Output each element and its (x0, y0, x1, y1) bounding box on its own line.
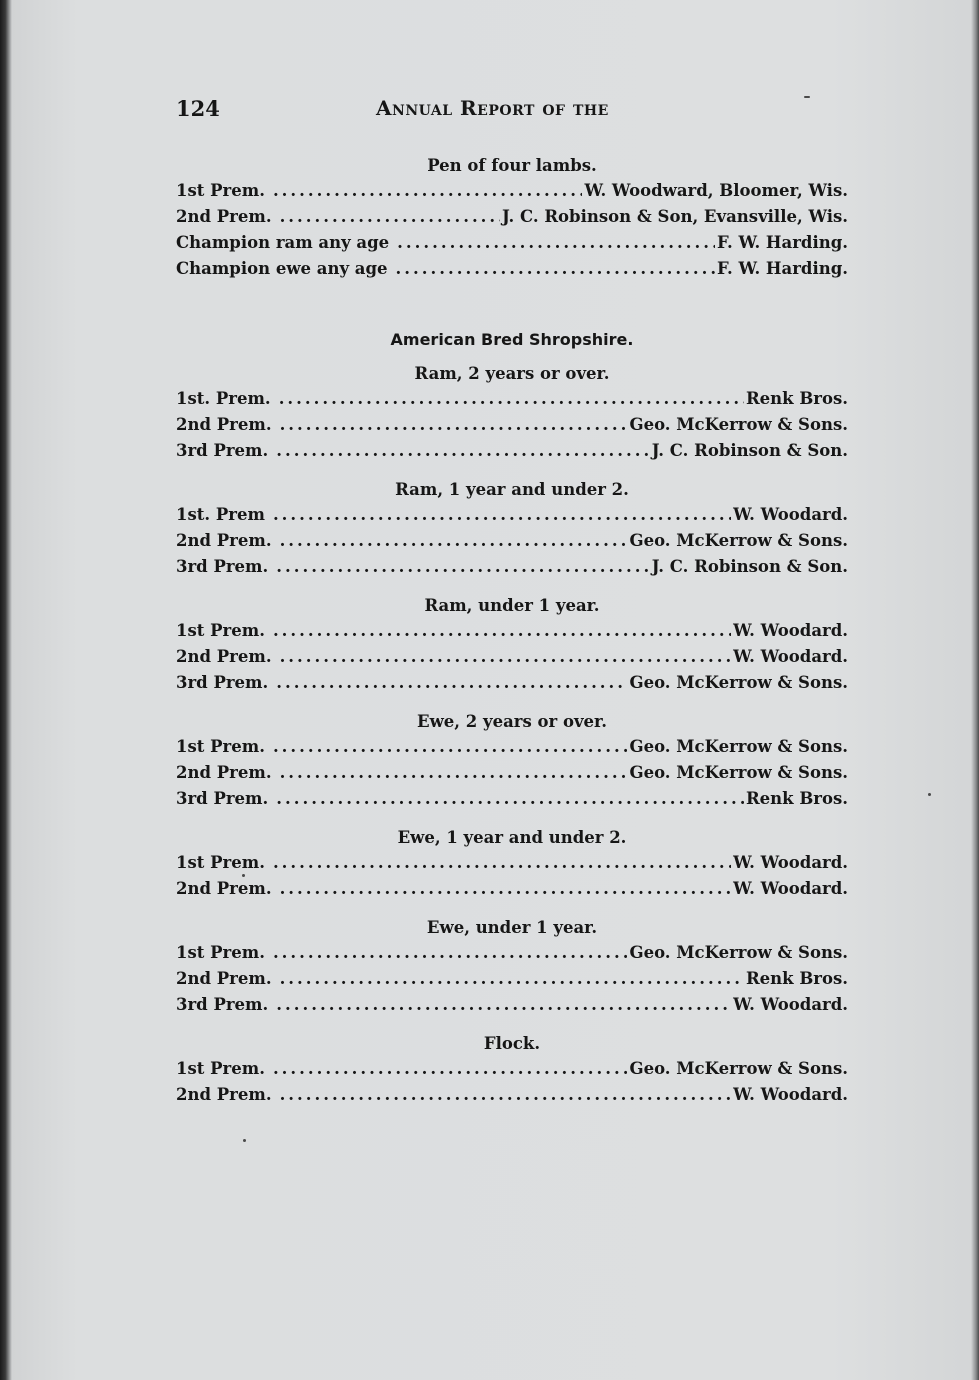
award-entry (176, 256, 848, 282)
winner-name: Geo. McKerrow & Sons. (629, 673, 848, 692)
premium-label: 2nd Prem. (176, 647, 272, 666)
winner-name: J. C. Robinson & Son, Evansville, Wis. (501, 207, 848, 226)
scan-speck (242, 874, 245, 877)
premium-label: 1st Prem. (176, 853, 265, 872)
dot-leader (280, 528, 628, 554)
premium-label: Champion ram any age (176, 233, 390, 252)
page-number: 124 (176, 96, 220, 121)
dot-leader (276, 438, 650, 464)
section-title: Ram, 2 years or over. (414, 364, 610, 383)
winner-name: W. Woodard. (733, 621, 848, 640)
premium-label: 1st Prem. (176, 943, 265, 962)
winner-name: Geo. McKerrow & Sons. (629, 531, 848, 550)
dot-leader (273, 502, 731, 528)
winner-name: J. C. Robinson & Son. (651, 557, 848, 576)
scan-speck (243, 1139, 246, 1142)
premium-label: 3rd Prem. (176, 441, 269, 460)
dot-leader (280, 644, 732, 670)
award-entry (176, 644, 848, 670)
award-entry (176, 966, 848, 992)
winner-name: Geo. McKerrow & Sons. (629, 763, 848, 782)
dot-leader (396, 256, 715, 282)
award-entry (176, 438, 848, 464)
section-title: Ram, 1 year and under 2. (395, 480, 629, 499)
award-entry (176, 618, 848, 644)
award-entry (176, 876, 848, 902)
section-title: Flock. (483, 1034, 541, 1053)
winner-name: Geo. McKerrow & Sons. (629, 943, 848, 962)
winner-name: F. W. Harding. (716, 259, 848, 278)
award-section (176, 362, 848, 464)
award-section (176, 478, 848, 580)
award-section-pen-of-four-lambs (176, 154, 848, 282)
scan-speck (804, 96, 810, 98)
winner-name: W. Woodward, Bloomer, Wis. (584, 181, 848, 200)
winner-name: Geo. McKerrow & Sons. (629, 737, 848, 756)
award-section (176, 594, 848, 696)
winner-name: Renk Bros. (745, 389, 848, 408)
dot-leader (273, 734, 628, 760)
dot-leader (280, 204, 500, 230)
premium-label: 3rd Prem. (176, 995, 269, 1014)
dot-leader (273, 940, 628, 966)
section-title: Ram, under 1 year. (424, 596, 600, 615)
winner-name: Geo. McKerrow & Sons. (629, 415, 848, 434)
dot-leader (276, 786, 744, 812)
dot-leader (276, 670, 627, 696)
dot-leader (273, 850, 731, 876)
premium-label: 1st. Prem (176, 505, 265, 524)
section-title: Ewe, 2 years or over. (417, 712, 607, 731)
dot-leader (280, 1082, 732, 1108)
dot-leader (280, 966, 744, 992)
premium-label: 1st Prem. (176, 1059, 265, 1078)
premium-label: 3rd Prem. (176, 557, 269, 576)
winner-name: W. Woodard. (733, 995, 848, 1014)
section-title: Ewe, under 1 year. (426, 918, 598, 937)
running-title: Annual Report of the (376, 96, 609, 120)
dot-leader (280, 876, 732, 902)
dot-leader (276, 554, 650, 580)
premium-label: 2nd Prem. (176, 1085, 272, 1104)
dot-leader (279, 386, 744, 412)
dot-leader (276, 992, 731, 1018)
dot-leader (397, 230, 715, 256)
section-title: Pen of four lambs. (427, 156, 597, 175)
award-entry (176, 734, 848, 760)
award-section (176, 826, 848, 902)
dot-leader (280, 412, 628, 438)
premium-label: 1st Prem. (176, 621, 265, 640)
award-section (176, 1032, 848, 1108)
premium-label: 2nd Prem. (176, 763, 272, 782)
award-entry (176, 760, 848, 786)
page-content (176, 146, 848, 1108)
winner-name: Renk Bros. (745, 969, 848, 988)
dot-leader (280, 760, 628, 786)
premium-label: 3rd Prem. (176, 789, 269, 808)
premium-label: 2nd Prem. (176, 969, 272, 988)
award-section (176, 710, 848, 812)
award-entry (176, 528, 848, 554)
page-header (176, 96, 656, 126)
winner-name: F. W. Harding. (716, 233, 848, 252)
award-entry (176, 1056, 848, 1082)
dot-leader (273, 1056, 628, 1082)
premium-label: 1st Prem. (176, 181, 265, 200)
premium-label: Champion ewe any age (176, 259, 388, 278)
award-entry (176, 554, 848, 580)
premium-label: 2nd Prem. (176, 879, 272, 898)
award-entry (176, 178, 848, 204)
winner-name: W. Woodard. (733, 879, 848, 898)
award-entry (176, 204, 848, 230)
premium-label: 2nd Prem. (176, 207, 272, 226)
winner-name: Geo. McKerrow & Sons. (629, 1059, 848, 1078)
section-title: Ewe, 1 year and under 2. (397, 828, 627, 847)
class-title: American Bred Shropshire. (390, 330, 634, 349)
award-entry (176, 386, 848, 412)
winner-name: W. Woodard. (733, 853, 848, 872)
award-entry (176, 992, 848, 1018)
premium-label: 2nd Prem. (176, 415, 272, 434)
award-entry (176, 786, 848, 812)
winner-name: W. Woodard. (733, 647, 848, 666)
premium-label: 1st Prem. (176, 737, 265, 756)
award-entry (176, 850, 848, 876)
dot-leader (273, 618, 731, 644)
premium-label: 1st. Prem. (176, 389, 271, 408)
page-binding-edge (0, 0, 12, 1380)
award-entry (176, 412, 848, 438)
award-entry (176, 1082, 848, 1108)
award-entry (176, 940, 848, 966)
dot-leader (273, 178, 583, 204)
winner-name: W. Woodard. (733, 1085, 848, 1104)
scan-speck (928, 793, 931, 796)
premium-label: 3rd Prem. (176, 673, 269, 692)
winner-name: W. Woodard. (733, 505, 848, 524)
premium-label: 2nd Prem. (176, 531, 272, 550)
award-entry (176, 502, 848, 528)
award-entry (176, 230, 848, 256)
winner-name: Renk Bros. (745, 789, 848, 808)
page-right-edge (971, 0, 979, 1380)
winner-name: J. C. Robinson & Son. (651, 441, 848, 460)
award-section (176, 916, 848, 1018)
award-entry (176, 670, 848, 696)
